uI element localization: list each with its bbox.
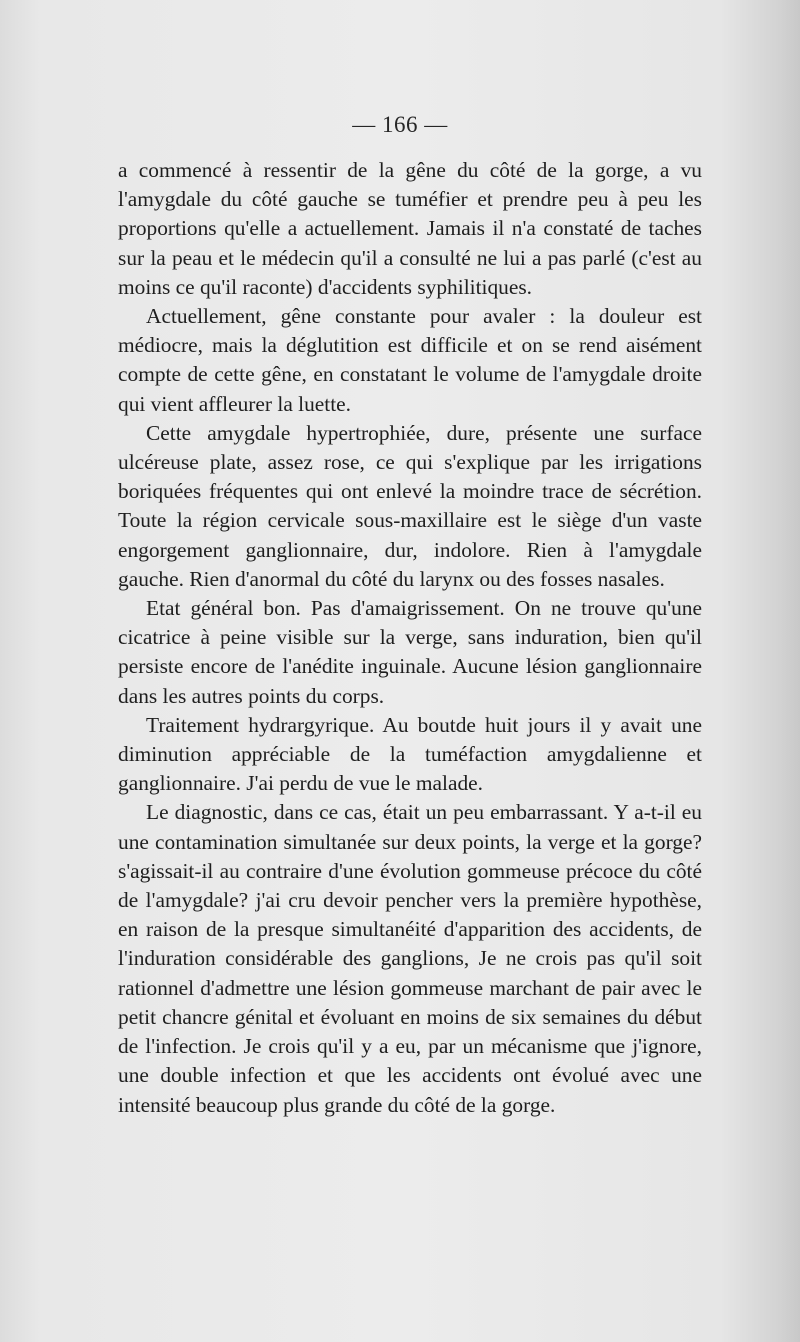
paragraph: Actuellement, gêne constante pour avaler : la douleur est médiocre, mais la déglutition est difficile et on se rend aisément compte de cette gêne, en constatant le volume de l'amygdale droite qui vient affleurer la luette. [118,304,702,416]
paragraph: Le diagnostic, dans ce cas, était un peu embarrassant. Y a-t-il eu une contamination simultanée sur deux points, la verge et la gorge? s'agissait-il au contraire d'une évolution gommeuse précoce du côté de l'amygdale? j'ai cru devoir pencher vers la première hypothèse, en raison de la presque simultanéité d'apparition des accidents, de l'induration considérable des ganglions, Je ne crois pas qu'il soit rationnel d'admettre une lésion gommeuse marchant de pair avec le petit chancre génital et évoluant en moins de six semaines du début de l'infection. Je crois qu'il y a eu, par un mécanisme que j'ignore, une double infection et que les accidents ont évolué avec une intensité beaucoup plus grande du côté de la gorge. [118,800,702,1117]
paragraph: a commencé à ressentir de la gêne du côté de la gorge, a vu l'amygdale du côté gauche se tuméfier et prendre peu à peu les proportions qu'elle a actuellement. Jamais il n'a constaté de taches sur la peau et le médecin qu'il a consulté ne lui a pas parlé (c'est au moins ce qu'il raconte) d'accidents syphilitiques. [118,158,702,299]
paragraph: Cette amygdale hypertrophiée, dure, présente une surface ulcéreuse plate, assez rose, ce qui s'explique par les irrigations boriquées fréquentes qui ont enlevé la moindre trace de sécrétion. Toute la région cervicale sous-maxillaire est le siège d'un vaste engorgement ganglionnaire, dur, indolore. Rien à l'amygdale gauche. Rien d'anormal du côté du larynx ou des fosses nasales. [118,420,702,591]
paragraph: Traitement hydrargyrique. Au boutde huit jours il y avait une diminution appréciable de la tuméfaction amygdalienne et ganglionnaire. J'ai perdu de vue le malade. [118,712,702,796]
body-text [118,156,702,1120]
page-number: — 166 — [352,112,448,137]
paragraph: Etat général bon. Pas d'amaigrissement. On ne trouve qu'une cicatrice à peine visible sur la verge, sans induration, bien qu'il persiste encore de l'anédite inguinale. Aucune lésion ganglionnaire dans les autres points du corps. [118,596,702,708]
